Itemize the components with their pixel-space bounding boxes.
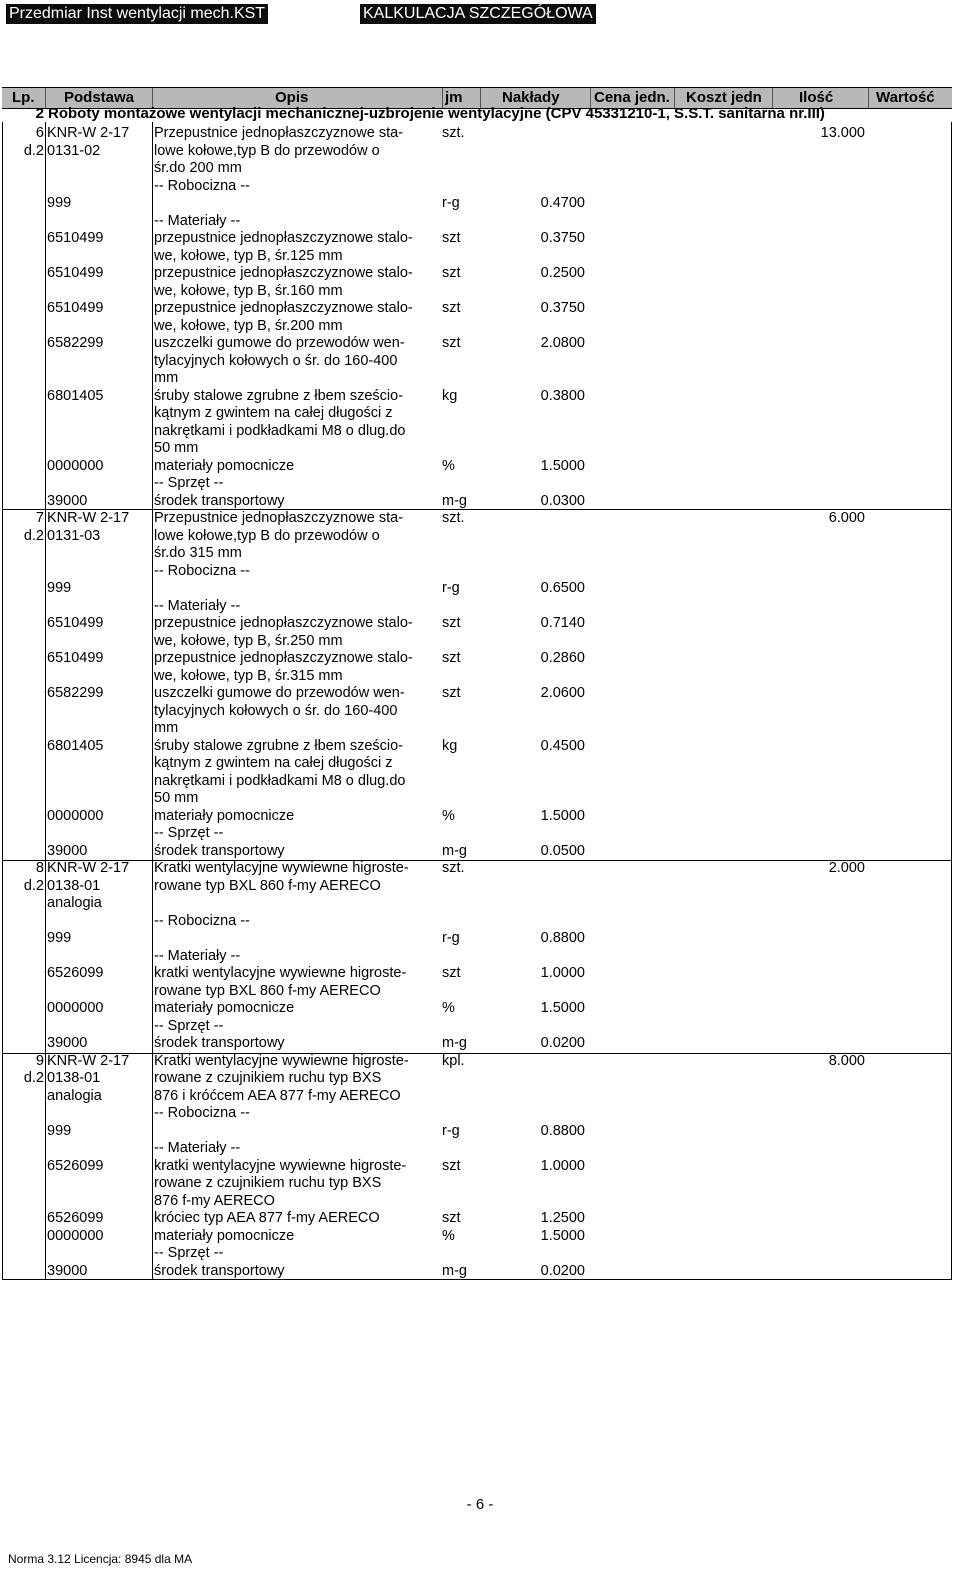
cell-pd: 6510499 xyxy=(47,650,104,666)
cell-op: środek transportowy xyxy=(154,842,285,859)
cell-jm: szt xyxy=(442,230,461,246)
cell-op: kratki wentylacyjne wywiewne higroste- xyxy=(154,965,407,981)
cell-jm: szt xyxy=(442,265,461,281)
cell-lp: 7 xyxy=(35,510,44,526)
cell-op: -- Robocizna -- xyxy=(154,177,250,194)
cell-pd: 39000 xyxy=(47,842,88,859)
cell-pd: KNR-W 2-17 xyxy=(47,860,130,876)
cell-op: 50 mm xyxy=(154,790,199,806)
cell-op: materiały pomocnicze xyxy=(154,457,295,474)
cell-op: śruby stalowe zgrubne z łbem sześcio- xyxy=(154,387,404,404)
cell-nk: 0.2860 xyxy=(540,650,585,666)
grid-line xyxy=(45,122,46,1280)
cell-op: lowe kołowe,typ B do przewodów o xyxy=(154,142,380,159)
cell-op: 50 mm xyxy=(154,440,199,456)
cell-jm: r-g xyxy=(442,930,460,946)
cell-op: Kratki wentylacyjne wywiewne higroste- xyxy=(154,860,409,876)
cell-jm: szt xyxy=(442,1210,461,1226)
cell-nk: 1.5000 xyxy=(540,1227,585,1244)
cell-pd: KNR-W 2-17 xyxy=(47,1052,130,1069)
cell-op: -- Sprzęt -- xyxy=(154,825,224,841)
report-header-left: Przedmiar Inst wentylacji mech.KST xyxy=(6,4,268,24)
cell-op: mm xyxy=(154,720,179,736)
cell-pd: 6582299 xyxy=(47,685,104,701)
cell-op: Przepustnice jednopłaszczyznowe sta- xyxy=(154,510,404,526)
cell-op: -- Materiały -- xyxy=(154,947,241,964)
cell-op: -- Materiały -- xyxy=(154,1140,241,1156)
cell-op: nakrętkami i podkładkami M8 o dlug.do xyxy=(154,422,406,439)
cell-op: -- Sprzęt -- xyxy=(154,1245,224,1261)
cell-op: przepustnice jednopłaszczyznowe stalo- xyxy=(154,230,413,246)
cell-pd: 6510499 xyxy=(47,615,104,631)
cell-op: śruby stalowe zgrubne z łbem sześcio- xyxy=(154,737,404,754)
cell-jm: szt xyxy=(442,335,461,351)
cell-op: nakrętkami i podkładkami M8 o dlug.do xyxy=(154,772,406,789)
cell-pd: 999 xyxy=(47,195,72,211)
cell-op: rowane typ BXL 860 f-my AERECO xyxy=(154,877,381,894)
cell-pd: 6510499 xyxy=(47,230,104,246)
cell-nk: 1.5000 xyxy=(540,807,585,824)
cell-lp: d.2 xyxy=(23,142,44,159)
cell-op: kratki wentylacyjne wywiewne higroste- xyxy=(154,1157,407,1174)
cell-op: tylacyjnych kołowych o śr. do 160-400 xyxy=(154,702,398,719)
cell-op: przepustnice jednopłaszczyznowe stalo- xyxy=(154,265,413,281)
cell-pd: 6510499 xyxy=(47,300,104,316)
col-jm: jm xyxy=(445,89,463,106)
cell-jm: % xyxy=(442,457,455,474)
cell-op: 876 i króćcem AEA 877 f-my AERECO xyxy=(154,1087,401,1104)
cell-nk: 0.0300 xyxy=(540,492,585,509)
cell-pd: 6526099 xyxy=(47,1157,104,1174)
cell-op: -- Robocizna -- xyxy=(154,912,250,929)
cell-nk: 1.5000 xyxy=(540,457,585,474)
cell-pd: 6526099 xyxy=(47,965,104,981)
cell-nk: 1.5000 xyxy=(540,1000,585,1016)
cell-nk: 0.0500 xyxy=(540,842,585,859)
cell-pd: 0000000 xyxy=(47,1000,104,1016)
cell-op: we, kołowe, typ B, śr.250 mm xyxy=(154,632,343,649)
cell-jm: % xyxy=(442,807,455,824)
cell-lp: d.2 xyxy=(23,1070,44,1086)
cell-op: rowane z czujnikiem ruchu typ BXS xyxy=(154,1070,382,1086)
cell-op: -- Robocizna -- xyxy=(154,1105,250,1121)
cell-pd: 6801405 xyxy=(47,387,104,404)
cell-jm: kpl. xyxy=(442,1052,465,1069)
cell-jm: kg xyxy=(442,737,458,754)
cell-op: we, kołowe, typ B, śr.160 mm xyxy=(154,282,343,299)
cell-nk: 0.8800 xyxy=(540,1122,585,1139)
col-podstawa: Podstawa xyxy=(64,89,135,106)
col-cena-jedn: Cena jedn. xyxy=(594,89,670,106)
cell-op: rowane z czujnikiem ruchu typ BXS xyxy=(154,1175,382,1191)
cell-pd: 0131-02 xyxy=(47,142,101,159)
cell-op: przepustnice jednopłaszczyznowe stalo- xyxy=(154,615,413,631)
cell-jm: m-g xyxy=(442,1262,467,1279)
cell-nk: 0.3750 xyxy=(540,230,585,246)
col-koszt-jedn: Koszt jedn xyxy=(686,89,762,106)
cell-pd: KNR-W 2-17 xyxy=(47,125,130,141)
cell-op: materiały pomocnicze xyxy=(154,807,295,824)
cell-op: kątnym z gwintem na całej długości z xyxy=(154,755,393,771)
cell-op: -- Materiały -- xyxy=(154,597,241,614)
cell-op: uszczelki gumowe do przewodów wen- xyxy=(154,685,405,701)
cell-op: materiały pomocnicze xyxy=(154,1227,295,1244)
page-number: - 6 - xyxy=(466,1496,494,1513)
cell-nk: 0.3750 xyxy=(540,300,585,316)
table-body xyxy=(2,122,952,1280)
cell-pd: 999 xyxy=(47,580,72,596)
cell-pd: 6582299 xyxy=(47,335,104,351)
cell-op: przepustnice jednopłaszczyznowe stalo- xyxy=(154,300,413,316)
cell-op: 876 f-my AERECO xyxy=(154,1192,275,1209)
cell-nk: 0.4500 xyxy=(540,737,585,754)
cell-jm: r-g xyxy=(442,195,460,211)
section-title: Roboty montażowe wentylacji mechanicznej-uzbrojenie wentylacyjne (CPV 45331210-1, S.S.T. sanitarna nr.III) xyxy=(48,105,825,122)
cell-op: Kratki wentylacyjne wywiewne higroste- xyxy=(154,1052,409,1069)
cell-nk: 0.6500 xyxy=(540,580,585,596)
cell-op: przepustnice jednopłaszczyznowe stalo- xyxy=(154,650,413,666)
cell-jm: m-g xyxy=(442,492,467,509)
cell-jm: kg xyxy=(442,387,458,404)
cell-jm: m-g xyxy=(442,842,467,859)
cell-op: -- Materiały -- xyxy=(154,212,241,229)
col-lp: Lp. xyxy=(12,89,35,106)
cell-jm: szt xyxy=(442,1157,461,1174)
cell-pd: 0131-03 xyxy=(47,527,101,544)
cell-lp: 9 xyxy=(35,1052,44,1069)
cell-op: kątnym z gwintem na całej długości z xyxy=(154,405,393,421)
cell-nk: 0.7140 xyxy=(540,615,585,631)
cell-op: we, kołowe, typ B, śr.200 mm xyxy=(154,317,343,334)
cell-op: środek transportowy xyxy=(154,1035,285,1051)
cell-pd: 0138-01 xyxy=(47,877,101,894)
cell-jm: szt xyxy=(442,685,461,701)
cell-il: 13.000 xyxy=(820,125,865,141)
cell-nk: 0.8800 xyxy=(540,930,585,946)
cell-op: środek transportowy xyxy=(154,492,285,509)
cell-nk: 1.0000 xyxy=(540,1157,585,1174)
cell-nk: 2.0800 xyxy=(540,335,585,351)
cell-lp: 6 xyxy=(35,125,44,141)
cell-jm: r-g xyxy=(442,1122,460,1139)
cell-jm: szt. xyxy=(442,510,465,526)
cell-pd: KNR-W 2-17 xyxy=(47,510,130,526)
section-number: 2 xyxy=(35,105,44,122)
cell-pd: 39000 xyxy=(47,1262,88,1279)
col-opis: Opis xyxy=(275,89,309,106)
cell-op: tylacyjnych kołowych o śr. do 160-400 xyxy=(154,352,398,369)
license-text: Norma 3.12 Licencja: 8945 dla MA xyxy=(8,1552,193,1566)
cell-op: we, kołowe, typ B, śr.125 mm xyxy=(154,247,343,264)
cell-jm: m-g xyxy=(442,1035,467,1051)
cell-pd: 999 xyxy=(47,930,72,946)
cell-op: -- Robocizna -- xyxy=(154,562,250,579)
cell-jm: szt. xyxy=(442,125,465,141)
cell-pd: 6526099 xyxy=(47,1210,104,1226)
cell-il: 6.000 xyxy=(828,510,865,526)
cell-nk: 0.3800 xyxy=(540,387,585,404)
cell-lp: d.2 xyxy=(23,527,44,544)
cell-op: rowane typ BXL 860 f-my AERECO xyxy=(154,982,381,999)
cell-nk: 2.0600 xyxy=(540,685,585,701)
cell-pd: analogia xyxy=(47,1087,102,1104)
cell-jm: % xyxy=(442,1227,455,1244)
cell-pd: 39000 xyxy=(47,1035,88,1051)
cell-pd: 6510499 xyxy=(47,265,104,281)
cell-op: Przepustnice jednopłaszczyznowe sta- xyxy=(154,125,404,141)
cell-nk: 0.2500 xyxy=(540,265,585,281)
cell-pd: 0138-01 xyxy=(47,1070,101,1086)
cell-pd: 0000000 xyxy=(47,457,104,474)
cell-op: uszczelki gumowe do przewodów wen- xyxy=(154,335,405,351)
cell-op: mm xyxy=(154,370,179,386)
col-wartosc: Wartość xyxy=(876,89,935,106)
cell-lp: d.2 xyxy=(23,877,44,894)
cell-nk: 1.0000 xyxy=(540,965,585,981)
cell-il: 8.000 xyxy=(828,1052,865,1069)
cell-jm: szt. xyxy=(442,860,465,876)
cell-nk: 0.0200 xyxy=(540,1262,585,1279)
cell-jm: szt xyxy=(442,615,461,631)
cell-nk: 0.0200 xyxy=(540,1035,585,1051)
grid-line xyxy=(152,122,153,1280)
cell-op: króciec typ AEA 877 f-my AERECO xyxy=(154,1210,380,1226)
cell-pd: 999 xyxy=(47,1122,72,1139)
cell-op: -- Sprzęt -- xyxy=(154,1017,224,1034)
col-ilosc: Ilość xyxy=(799,89,834,106)
cell-op: materiały pomocnicze xyxy=(154,1000,295,1016)
cell-nk: 0.4700 xyxy=(540,195,585,211)
cell-pd: 6801405 xyxy=(47,737,104,754)
cell-pd: analogia xyxy=(47,895,102,911)
cell-jm: szt xyxy=(442,965,461,981)
report-header-right: KALKULACJA SZCZEGÓŁOWA xyxy=(360,4,596,24)
cell-op: lowe kołowe,typ B do przewodów o xyxy=(154,527,380,544)
cell-lp: 8 xyxy=(35,860,44,876)
cell-jm: szt xyxy=(442,300,461,316)
cell-op: środek transportowy xyxy=(154,1262,285,1279)
cell-nk: 1.2500 xyxy=(540,1210,585,1226)
cell-il: 2.000 xyxy=(828,860,865,876)
cell-jm: r-g xyxy=(442,580,460,596)
cell-jm: % xyxy=(442,1000,455,1016)
cell-op: -- Sprzęt -- xyxy=(154,475,224,491)
cell-op: we, kołowe, typ B, śr.315 mm xyxy=(154,667,343,684)
col-naklady: Nakłady xyxy=(502,89,560,106)
cell-pd: 39000 xyxy=(47,492,88,509)
cell-pd: 0000000 xyxy=(47,807,104,824)
cell-op: śr.do 200 mm xyxy=(154,160,242,176)
cell-op: śr.do 315 mm xyxy=(154,545,242,561)
cell-pd: 0000000 xyxy=(47,1227,104,1244)
cell-jm: szt xyxy=(442,650,461,666)
